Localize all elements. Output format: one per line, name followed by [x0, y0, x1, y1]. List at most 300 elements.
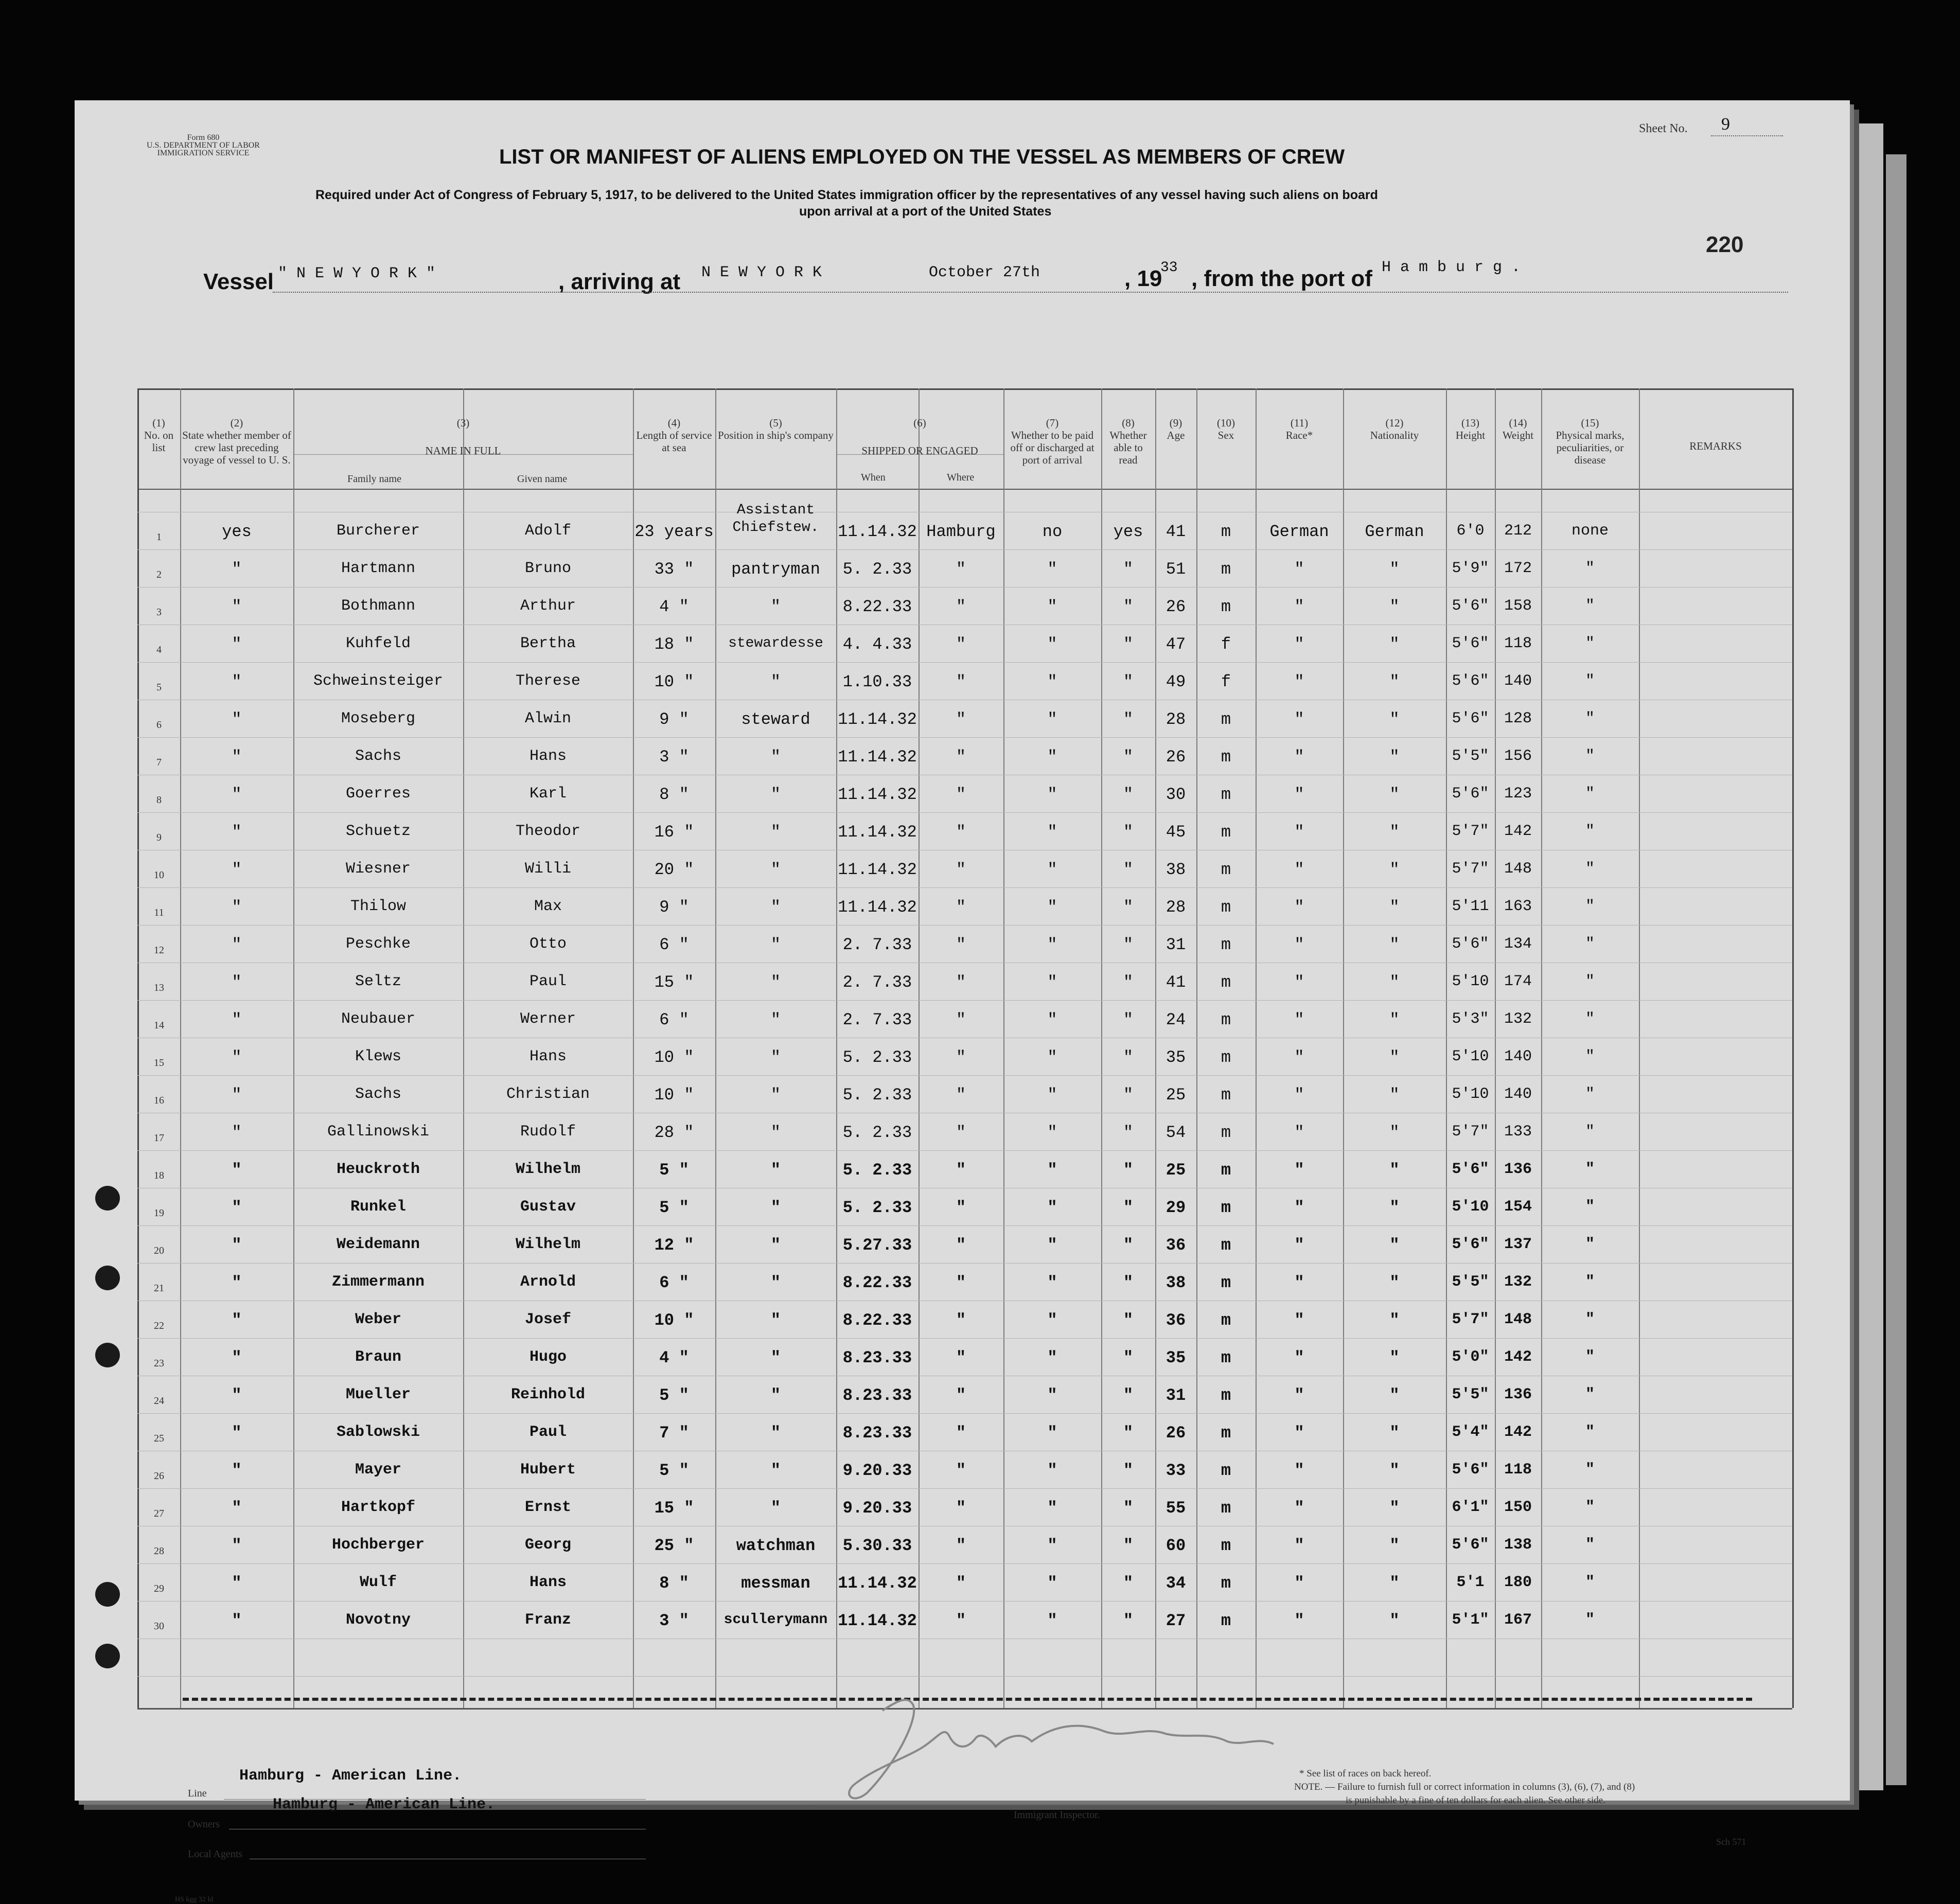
column-number: (10)	[1217, 417, 1235, 429]
cell-prev: "	[232, 560, 242, 579]
punch-hole	[95, 1266, 120, 1290]
cell-weight: 163	[1504, 898, 1532, 915]
cell-sex: m	[1221, 1461, 1231, 1480]
sheet-number: 9	[1721, 115, 1730, 134]
cell-race: "	[1294, 1161, 1304, 1180]
cell-service: 5 "	[659, 1198, 689, 1217]
cell-race: "	[1294, 1499, 1304, 1518]
column-header	[139, 417, 178, 454]
cell-position: "	[770, 1311, 781, 1330]
cell-given: Gustav	[520, 1198, 576, 1216]
cell-height: 5'6"	[1452, 597, 1489, 615]
cell-prev: "	[232, 1611, 242, 1630]
cell-race: "	[1294, 935, 1304, 954]
row-number: 29	[154, 1583, 164, 1594]
cell-where: "	[956, 1198, 966, 1217]
row-rule	[137, 1563, 1792, 1564]
cell-when: 5. 2.33	[842, 1123, 912, 1142]
page-stamp-number: 220	[1706, 232, 1744, 257]
cell-weight: 142	[1504, 1348, 1532, 1366]
cell-service: 8 "	[659, 785, 689, 804]
cell-marks: "	[1585, 635, 1595, 652]
cell-race: "	[1294, 1611, 1304, 1630]
row-number: 3	[156, 607, 162, 618]
row-number: 25	[154, 1433, 164, 1444]
sheet-number-line	[1711, 135, 1783, 136]
row-number: 11	[154, 907, 164, 918]
cell-family: Mueller	[345, 1386, 411, 1403]
cell-height: 5'6"	[1452, 710, 1489, 727]
cell-when: 11.14.32	[838, 823, 917, 842]
cell-marks: "	[1585, 1123, 1595, 1141]
cell-paid: "	[1047, 1048, 1057, 1067]
cell-marks: "	[1585, 1311, 1595, 1328]
subtitle-line2: upon arrival at a port of the United States	[799, 204, 1052, 219]
cell-age: 28	[1166, 898, 1186, 917]
cell-height: 5'10	[1452, 1086, 1489, 1103]
punch-hole	[95, 1186, 120, 1211]
fine-note: NOTE. — Failure to furnish full or correct information in columns (3), (6), (7), and (8)	[1294, 1782, 1635, 1792]
cell-marks: "	[1585, 1611, 1595, 1629]
cell-paid: "	[1047, 785, 1057, 804]
cell-family: Schweinsteiger	[313, 672, 444, 690]
cell-weight: 134	[1504, 935, 1532, 953]
cell-service: 6 "	[659, 1273, 689, 1292]
cell-given: Karl	[529, 785, 567, 803]
cell-nat: "	[1389, 560, 1400, 579]
cell-service: 18 "	[654, 635, 694, 654]
cell-sex: m	[1221, 1574, 1231, 1593]
cell-paid: "	[1047, 1010, 1057, 1029]
cell-prev: "	[232, 1574, 242, 1593]
cell-height: 5'6"	[1452, 785, 1489, 803]
cell-where: "	[956, 560, 966, 579]
cell-given: Arnold	[520, 1273, 576, 1291]
cell-sex: m	[1221, 1348, 1231, 1367]
column-header	[1198, 417, 1253, 441]
cell-where: "	[956, 1236, 966, 1255]
cell-race: "	[1294, 1348, 1304, 1367]
cell-weight: 140	[1504, 1086, 1532, 1103]
cell-sex: m	[1221, 1386, 1231, 1405]
cell-service: 6 "	[659, 935, 689, 954]
cell-read: "	[1123, 1161, 1134, 1180]
cell-paid: "	[1047, 1161, 1057, 1180]
cell-service: 9 "	[659, 898, 689, 917]
cell-position: messman	[741, 1574, 810, 1593]
subheader-when: When	[861, 472, 886, 483]
cell-nat: "	[1389, 1611, 1400, 1630]
column-label: Physical marks, peculiarities, or disease	[1556, 429, 1624, 466]
cell-weight: 132	[1504, 1273, 1532, 1291]
cell-age: 49	[1166, 672, 1186, 691]
cell-where: "	[956, 935, 966, 954]
cell-prev: "	[232, 973, 242, 992]
cell-marks: "	[1585, 710, 1595, 727]
cell-given: Max	[534, 898, 562, 915]
cell-read: "	[1123, 1536, 1134, 1555]
cell-weight: 136	[1504, 1161, 1532, 1178]
cell-given: Rudolf	[520, 1123, 576, 1141]
cell-prev: "	[232, 710, 242, 729]
cell-when: 8.23.33	[842, 1348, 912, 1367]
cell-paid: "	[1047, 823, 1057, 842]
cell-marks: "	[1585, 898, 1595, 915]
column-number: (1)	[152, 417, 165, 429]
row-rule	[137, 1150, 1792, 1151]
cell-service: 4 "	[659, 597, 689, 616]
cell-marks: "	[1585, 597, 1595, 615]
table-top-rule	[137, 388, 1792, 390]
cell-family: Weidemann	[336, 1236, 420, 1253]
cell-read: "	[1123, 1123, 1134, 1142]
cell-age: 51	[1166, 560, 1186, 579]
cell-height: 5'1	[1456, 1574, 1485, 1591]
cell-nat: "	[1389, 597, 1400, 616]
cell-race: "	[1294, 1386, 1304, 1405]
cell-nat: "	[1389, 635, 1400, 654]
cell-family: Weber	[355, 1311, 401, 1328]
cell-height: 5'7"	[1452, 1311, 1489, 1328]
cell-height: 5'7"	[1452, 823, 1489, 840]
cell-paid: "	[1047, 1123, 1057, 1142]
inspector-label: Immigrant Inspector.	[1014, 1809, 1100, 1821]
cell-race: "	[1294, 672, 1304, 691]
cell-marks: "	[1585, 1236, 1595, 1253]
cell-race: "	[1294, 1086, 1304, 1105]
cell-prev: "	[232, 1161, 242, 1180]
cell-nat: "	[1389, 1086, 1400, 1105]
cell-position: "	[770, 785, 781, 804]
cell-sex: m	[1221, 1423, 1231, 1443]
cell-nat: "	[1389, 710, 1400, 729]
cell-weight: 212	[1504, 522, 1532, 540]
cell-prev: "	[232, 1048, 242, 1067]
cell-position: steward	[741, 710, 810, 729]
cell-service: 3 "	[659, 1611, 689, 1630]
cell-nat: "	[1389, 672, 1400, 691]
row-number: 24	[154, 1395, 164, 1407]
cell-race: "	[1294, 1123, 1304, 1142]
row-number: 22	[154, 1320, 164, 1331]
cell-family: Hartmann	[341, 560, 416, 577]
cell-age: 35	[1166, 1348, 1186, 1367]
cell-marks: "	[1585, 1386, 1595, 1403]
column-number: (9)	[1169, 417, 1182, 429]
cell-when: 5. 2.33	[842, 1048, 912, 1067]
cell-height: 5'1"	[1452, 1611, 1489, 1629]
cell-read: "	[1123, 710, 1134, 729]
cell-race: German	[1269, 522, 1329, 541]
cell-marks: "	[1585, 823, 1595, 840]
column-divider	[1639, 388, 1640, 1708]
cell-paid: "	[1047, 1386, 1057, 1405]
row-number: 28	[154, 1545, 164, 1557]
page-title: LIST OR MANIFEST OF ALIENS EMPLOYED ON THE VESSEL AS MEMBERS OF CREW	[499, 146, 1345, 168]
cell-when: 11.14.32	[838, 522, 917, 541]
cell-where: "	[956, 785, 966, 804]
cell-family: Gallinowski	[327, 1123, 430, 1141]
cell-read: "	[1123, 1386, 1134, 1405]
cell-given: Adolf	[524, 522, 571, 540]
cell-paid: "	[1047, 1273, 1057, 1292]
cell-given: Alwin	[524, 710, 571, 727]
row-rule	[137, 1488, 1792, 1489]
cell-sex: m	[1221, 823, 1231, 842]
column-label: Nationality	[1370, 429, 1419, 441]
cell-family: Braun	[355, 1348, 401, 1366]
cell-marks: "	[1585, 1461, 1595, 1479]
cell-family: Peschke	[345, 935, 411, 953]
cell-age: 31	[1166, 1386, 1186, 1405]
cell-age: 26	[1166, 748, 1186, 767]
cell-position: "	[770, 1499, 781, 1518]
cell-weight: 158	[1504, 597, 1532, 615]
vessel-line-rule	[273, 292, 1788, 293]
cell-age: 41	[1166, 973, 1186, 992]
cell-where: "	[956, 1161, 966, 1180]
cell-age: 29	[1166, 1198, 1186, 1217]
cell-height: 5'5"	[1452, 1273, 1489, 1291]
cell-age: 45	[1166, 823, 1186, 842]
cell-position: "	[770, 597, 781, 616]
column-header	[1157, 417, 1194, 441]
cell-read: "	[1123, 860, 1134, 879]
column-divider	[137, 388, 139, 1708]
cell-race: "	[1294, 1461, 1304, 1480]
row-number: 19	[154, 1207, 164, 1219]
cell-nat: "	[1389, 1048, 1400, 1067]
cell-service: 25 "	[654, 1536, 694, 1555]
cell-paid: "	[1047, 710, 1057, 729]
subheader-where: Where	[947, 472, 975, 483]
subheader-family-name: Family name	[347, 473, 401, 485]
cell-when: 9.20.33	[842, 1461, 912, 1480]
cell-race: "	[1294, 860, 1304, 879]
cell-height: 5'10	[1452, 973, 1489, 990]
cell-family: Sachs	[355, 1086, 401, 1103]
cell-when: 4. 4.33	[842, 635, 912, 654]
column-label: Weight	[1502, 429, 1534, 441]
cell-position: "	[770, 1010, 781, 1029]
cell-service: 10 "	[654, 1086, 694, 1105]
cell-service: 7 "	[659, 1423, 689, 1443]
cell-nat: "	[1389, 898, 1400, 917]
cell-marks: none	[1571, 522, 1609, 540]
cell-given: Theodor	[515, 823, 581, 840]
cell-paid: "	[1047, 898, 1057, 917]
cell-read: "	[1123, 785, 1134, 804]
cell-prev: "	[232, 635, 242, 654]
row-number: 8	[156, 794, 162, 806]
cell-age: 26	[1166, 597, 1186, 616]
row-number: 10	[154, 869, 164, 881]
cell-service: 3 "	[659, 748, 689, 767]
column-label: No. on list	[144, 429, 174, 454]
cell-weight: 167	[1504, 1611, 1532, 1629]
cell-height: 5'6"	[1452, 1236, 1489, 1253]
cell-paid: "	[1047, 635, 1057, 654]
cell-position: "	[770, 1236, 781, 1255]
row-rule	[137, 1000, 1792, 1001]
cell-height: 5'9"	[1452, 560, 1489, 577]
column-label: Age	[1167, 429, 1185, 441]
cell-where: "	[956, 1536, 966, 1555]
cell-read: "	[1123, 635, 1134, 654]
row-rule	[137, 925, 1792, 926]
cell-where: "	[956, 748, 966, 767]
cell-read: "	[1123, 597, 1134, 616]
cell-paid: "	[1047, 935, 1057, 954]
row-rule	[137, 737, 1792, 738]
cell-sex: m	[1221, 522, 1231, 541]
cell-height: 5'0"	[1452, 1348, 1489, 1366]
cell-paid: "	[1047, 1574, 1057, 1593]
cell-sex: m	[1221, 560, 1231, 579]
cell-weight: 133	[1504, 1123, 1532, 1141]
cell-nat: "	[1389, 1461, 1400, 1480]
cell-service: 9 "	[659, 710, 689, 729]
cell-prev: "	[232, 935, 242, 954]
cell-prev: "	[232, 785, 242, 804]
cell-race: "	[1294, 898, 1304, 917]
cell-marks: "	[1585, 1161, 1595, 1178]
cell-race: "	[1294, 748, 1304, 767]
cell-sex: m	[1221, 597, 1231, 616]
cell-age: 30	[1166, 785, 1186, 804]
cell-position: "	[770, 672, 781, 691]
cell-given: Otto	[529, 935, 567, 953]
cell-family: Novotny	[345, 1611, 411, 1629]
cell-marks: "	[1585, 1348, 1595, 1366]
cell-age: 25	[1166, 1086, 1186, 1105]
cell-age: 33	[1166, 1461, 1186, 1480]
cell-weight: 174	[1504, 973, 1532, 990]
cell-when: 5.27.33	[842, 1236, 912, 1255]
cell-marks: "	[1585, 1273, 1595, 1291]
cell-nat: "	[1389, 1273, 1400, 1292]
cell-position: "	[770, 1273, 781, 1292]
cell-where: Hamburg	[926, 522, 996, 541]
cell-nat: "	[1389, 1161, 1400, 1180]
cell-age: 25	[1166, 1161, 1186, 1180]
schedule-number: Sch 571	[1716, 1837, 1746, 1847]
cell-where: "	[956, 1123, 966, 1142]
arriving-port: N E W Y O R K	[701, 264, 822, 281]
cell-nat: "	[1389, 1499, 1400, 1518]
cell-race: "	[1294, 1273, 1304, 1292]
cell-where: "	[956, 898, 966, 917]
cell-sex: m	[1221, 898, 1231, 917]
column-number: (5)	[769, 417, 782, 429]
cell-paid: "	[1047, 1086, 1057, 1105]
cell-family: Hartkopf	[341, 1499, 416, 1516]
column-header	[1641, 440, 1790, 452]
cell-given: Paul	[529, 973, 567, 990]
cell-nat: "	[1389, 1198, 1400, 1217]
page-edge-shadow	[1852, 123, 1883, 1790]
cell-height: 5'3"	[1452, 1010, 1489, 1028]
cell-service: 8 "	[659, 1574, 689, 1593]
cell-marks: "	[1585, 860, 1595, 878]
cell-age: 27	[1166, 1611, 1186, 1630]
cell-age: 60	[1166, 1536, 1186, 1555]
cell-where: "	[956, 973, 966, 992]
cell-height: 5'7"	[1452, 860, 1489, 878]
cell-sex: f	[1221, 672, 1231, 691]
vessel-label: Vessel	[203, 269, 274, 294]
cell-nat: "	[1389, 1236, 1400, 1255]
cell-paid: "	[1047, 860, 1057, 879]
cell-where: "	[956, 1386, 966, 1405]
cell-paid: "	[1047, 748, 1057, 767]
cell-paid: "	[1047, 1236, 1057, 1255]
cell-given: Franz	[524, 1611, 571, 1629]
cell-paid: "	[1047, 597, 1057, 616]
cell-nat: "	[1389, 1348, 1400, 1367]
cell-when: 5. 2.33	[842, 1198, 912, 1217]
cell-race: "	[1294, 823, 1304, 842]
cell-weight: 142	[1504, 1423, 1532, 1441]
row-number: 12	[154, 945, 164, 956]
cell-given: Hans	[529, 1048, 567, 1065]
cell-sex: m	[1221, 710, 1231, 729]
row-number: 16	[154, 1095, 164, 1106]
cell-when: 2. 7.33	[842, 1010, 912, 1029]
subheader-given-name: Given name	[517, 473, 568, 485]
local-agents-label: Local Agents	[188, 1848, 243, 1860]
cell-prev: "	[232, 860, 242, 879]
row-rule	[137, 1263, 1792, 1264]
cell-prev: "	[232, 1198, 242, 1217]
cell-when: 11.14.32	[838, 860, 917, 879]
cell-family: Klews	[355, 1048, 401, 1065]
column-header	[1497, 417, 1539, 441]
cell-prev: yes	[222, 522, 252, 541]
cell-nat: "	[1389, 1423, 1400, 1443]
cell-when: 8.23.33	[842, 1386, 912, 1405]
cell-family: Thilow	[350, 898, 407, 915]
column-label: Position in ship's company	[718, 429, 834, 441]
subtitle-line1: Required under Act of Congress of February 5, 1917, to be delivered to the United States immigration officer by the representatives of any vessel having such aliens on board	[315, 188, 1378, 202]
cell-read: "	[1123, 1311, 1134, 1330]
cell-race: "	[1294, 1236, 1304, 1255]
cell-read: "	[1123, 1574, 1134, 1593]
column-number: (8)	[1122, 417, 1135, 429]
cell-age: 55	[1166, 1499, 1186, 1518]
column-header	[717, 417, 834, 441]
cell-when: 8.22.33	[842, 1273, 912, 1292]
line-label: Line	[188, 1788, 207, 1799]
cell-marks: "	[1585, 672, 1595, 690]
cell-service: 33 "	[654, 560, 694, 579]
cell-service: 10 "	[654, 672, 694, 691]
cell-where: "	[956, 1086, 966, 1105]
cell-given: Bruno	[524, 560, 571, 577]
punch-hole	[95, 1343, 120, 1367]
cell-sex: m	[1221, 1611, 1231, 1630]
service: IMMIGRATION SERVICE	[157, 149, 250, 157]
cell-service: 10 "	[654, 1311, 694, 1330]
cell-race: "	[1294, 1423, 1304, 1443]
row-number: 9	[156, 832, 162, 843]
cell-sex: m	[1221, 1198, 1231, 1217]
cell-service: 4 "	[659, 1348, 689, 1367]
owners-value: Hamburg - American Line.	[273, 1796, 496, 1813]
cell-height: 5'6"	[1452, 1536, 1489, 1554]
cell-weight: 142	[1504, 823, 1532, 840]
cell-sex: m	[1221, 1311, 1231, 1330]
